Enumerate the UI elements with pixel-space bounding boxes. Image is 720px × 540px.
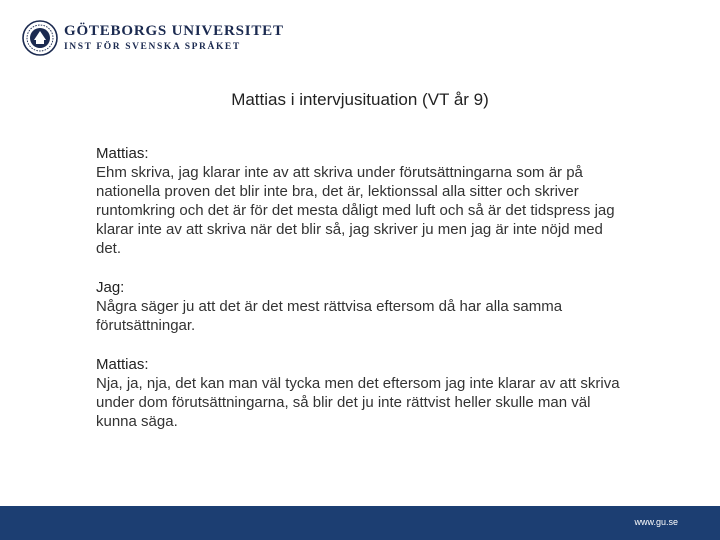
- utterance-text: Ehm skriva, jag klarar inte av att skriva under förutsättningarna som är på nationella proven det blir inte bra, det är, lektionssal alla sitter och skriver runtomkring och det är för det mesta dåligt med luft och så är det tidspress jag klarar inte av att skriva när det blir så, jag skriver ju men jag är inte nöjd med det.: [96, 164, 615, 257]
- website-url: www.gu.se: [634, 517, 678, 527]
- slide-title: Mattias i intervjusituation (VT år 9): [231, 90, 489, 109]
- institution-name: INST FÖR SVENSKA SPRÅKET: [64, 42, 241, 52]
- university-name: GÖTEBORGS UNIVERSITET: [64, 23, 284, 39]
- utterance-text: Några säger ju att det är det mest rättvisa eftersom då har alla samma förutsättningar.: [96, 298, 563, 334]
- speaker-label: Jag:: [96, 279, 125, 296]
- speaker-label: Mattias:: [96, 356, 149, 373]
- university-logo: [22, 20, 284, 60]
- utterance-text: Nja, ja, nja, det kan man väl tycka men det eftersom jag inte klarar av att skriva under dom förutsättningarna, så blir det ju inte rättvist heller skulle man väl kunna säga.: [96, 375, 620, 430]
- dialogue-turn: [96, 144, 626, 258]
- dialogue-turn: [96, 355, 626, 431]
- footer-bar: [0, 506, 720, 540]
- dialogue-turn: [96, 278, 626, 335]
- dialogue: [96, 144, 626, 451]
- speaker-label: Mattias:: [96, 145, 149, 162]
- university-seal-icon: [22, 20, 58, 56]
